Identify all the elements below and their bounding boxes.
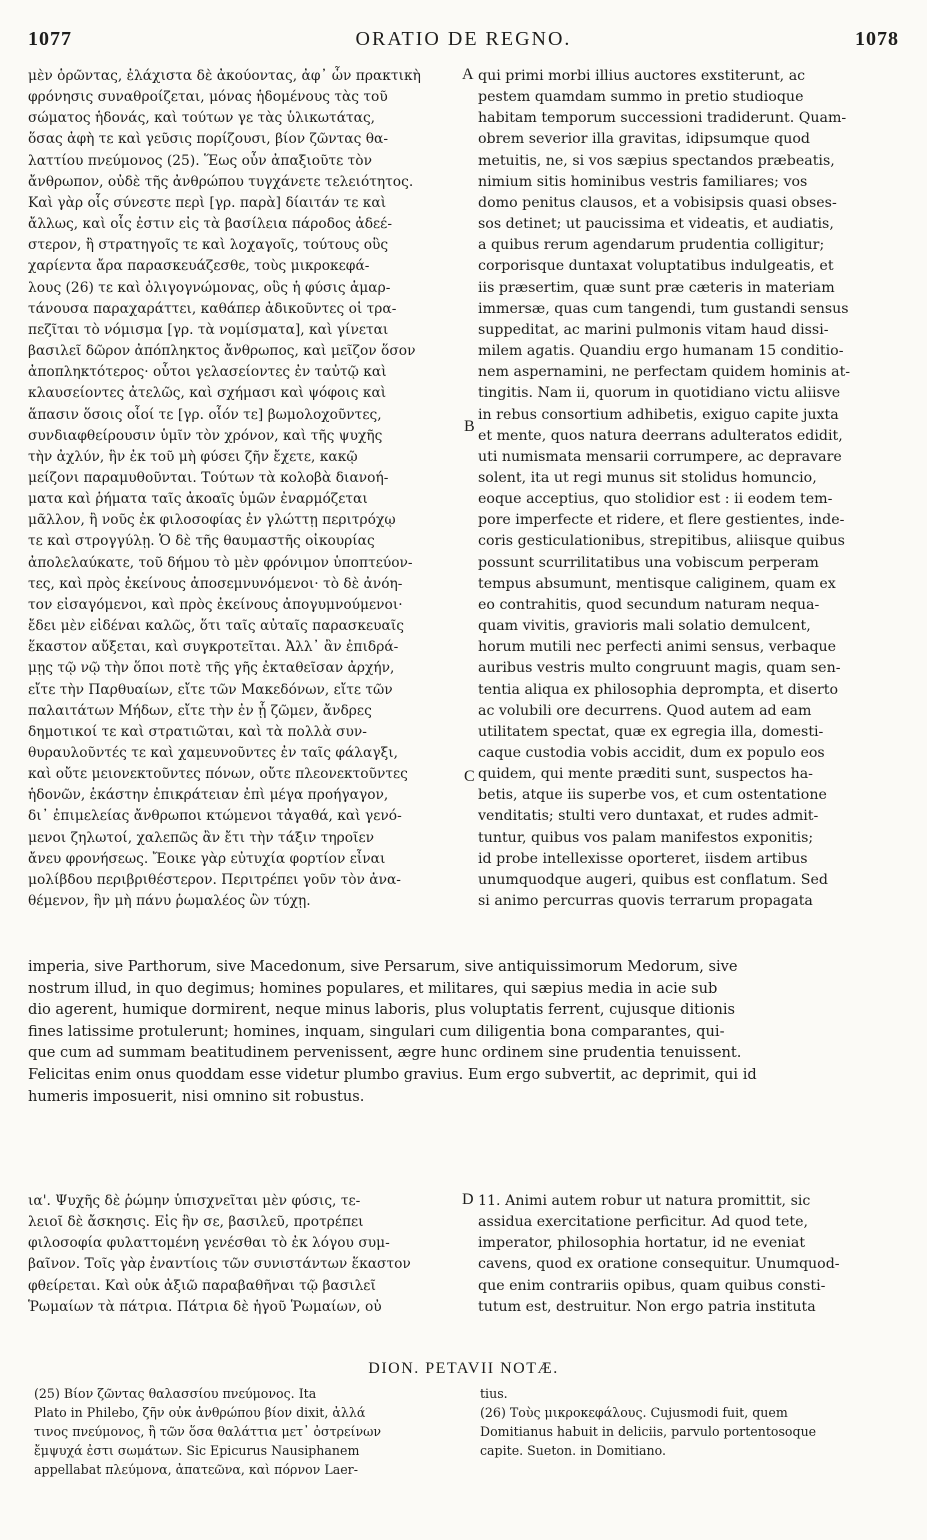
text-line: solent, ita ut regi munus sit stolidus homuncio, <box>478 469 817 486</box>
text-line: ἅπασιν ὅσοις οἷοί τε [γρ. οἷόν τε] βωμολοχοῦντες, <box>28 406 382 423</box>
text-line: τάνουσα παραχαράττει, καθάπερ ἀδικοῦντες οἱ τρα- <box>28 300 397 317</box>
text-line: domo penitus clausos, et a vobisipsis quasi obses- <box>478 194 837 211</box>
text-line: immersæ, quas cum tangendi, tum gustandi sensus <box>478 300 849 317</box>
text-line: χαρίεντα ἄρα παρασκευάζεσθε, τοὺς μικροκεφά- <box>28 258 370 275</box>
text-line: λους (26) τε καὶ ὀλιγογνώμονας, οὓς ἡ φύσις ἁμαρ- <box>28 279 391 296</box>
text-line: nem aspernamini, ne perfectam quidem hominis at- <box>478 364 851 381</box>
text-line: possunt scurrilitatibus una vobiscum perperam <box>478 554 819 571</box>
text-line: sos detinet; ut paucissima et videatis, et audiatis, <box>478 216 834 233</box>
text-line: cavens, quod ex oratione consequitur. Unumquod- <box>478 1256 840 1273</box>
text-line: imperia, sive Parthorum, sive Macedonum, sive Persarum, sive antiquissimorum Medorum, sive <box>28 958 738 975</box>
text-line: tingitis. Nam ii, quorum in quotidiano victu aliisve <box>478 385 841 402</box>
latin-full-width-paragraph <box>28 956 896 1107</box>
text-line: ἡδονῶν, ἑκάστην ἐπικράτειαν ἐπὶ μέγα προήγαγον, <box>28 787 389 804</box>
text-line: auribus vestris multo congruunt magis, quam sen- <box>478 660 841 677</box>
text-line: venditatis; stulti vero duntaxat, et rudes admit- <box>478 808 819 825</box>
text-line: pore imperfecte et ridere, et flere gestientes, inde- <box>478 512 845 529</box>
notes-left-column <box>34 1384 460 1479</box>
running-title: ORATIO DE REGNO. <box>355 28 572 50</box>
text-line: ἄνευ φρονήσεως. Ἔοικε γὰρ εὐτυχία φορτίον εἶναι <box>28 850 386 867</box>
text-line: obrem severior illa gravitas, idipsumque quod <box>478 131 810 148</box>
page-number-right: 1078 <box>855 28 899 50</box>
text-line: dio agerent, humique dormirent, neque minus laboris, plus voluptatis ferrent, cujusque ditionis <box>28 1001 735 1019</box>
text-line: βαῖνον. Τοῖς γὰρ ἐναντίοις τῶν συνιστάντων ἕκαστον <box>28 1256 411 1273</box>
text-line: tentia aliqua ex philosophia deprompta, et diserto <box>478 681 838 698</box>
text-line: qui primi morbi illius auctores exstiterunt, ac <box>478 68 806 84</box>
text-line: tius. <box>480 1386 508 1401</box>
text-line: καὶ οὔτε μειονεκτοῦντες πόνων, οὔτε πλεονεκτοῦντες <box>28 766 408 783</box>
page-header <box>28 28 899 58</box>
text-line: assidua exercitatione perficitur. Ad quod tete, <box>478 1214 808 1231</box>
greek-column-bottom <box>28 1191 460 1318</box>
text-line: μᾶλλον, ἢ νοῦς ἐκ φιλοσοφίας ἐν γλώττῃ περιτρόχῳ <box>28 512 396 529</box>
text-line: eo contrahitis, quod secundum naturam nequa- <box>478 596 820 613</box>
text-line: στερον, ἢ στρατηγοῖς τε καὶ λοχαγοῖς, τούτους οὓς <box>28 237 389 254</box>
text-line: ἀποπληκτότερος· οὗτοι γελασείοντες ἐν ταὐτῷ καὶ <box>28 364 387 381</box>
text-line: et mente, quos natura deerrans adulteratos edidit, <box>478 427 843 444</box>
text-line: unumquodque augeri, quibus est conflatum. Sed <box>478 871 828 888</box>
margin-marker-b: B <box>464 418 475 435</box>
text-line: ἄλλως, καὶ οἷς ἐστιν εἰς τὰ βασίλεια πάροδος ἀδεέ- <box>28 216 392 233</box>
text-line: λαττίου πνεύμονος (25). Ἕως οὖν ἀπαξιοῦτε τὸν <box>28 152 372 169</box>
latin-column-top <box>478 66 896 912</box>
text-line: φιλοσοφία φυλαττομένη γενέσθαι τὸ ἐκ λόγου συμ- <box>28 1235 390 1252</box>
text-line: horum mutili nec perfecti animi sensus, verbaque <box>478 639 837 656</box>
text-line: τινος πνεύμονος, ἢ τῶν ὅσα θαλάττια μετ᾽ ὀστρείνων <box>34 1424 382 1439</box>
text-line: que enim contrariis opibus, quam quibus consti- <box>478 1277 826 1294</box>
text-line: si animo percurras quovis terrarum propagata <box>478 893 813 910</box>
text-line: ac volubili ore decurrens. Quod autem ad eam <box>478 702 812 719</box>
text-line: δι᾽ ἐπιμελείας ἄνθρωποι κτώμενοι τἀγαθά, καὶ γενό- <box>28 808 402 825</box>
margin-marker-d: D <box>462 1191 474 1208</box>
text-line: φρόνησις συναθροίζεται, μόνας ἡδομένους τὰς τοῦ <box>28 89 388 106</box>
text-line: milem agatis. Quandiu ergo humanam 15 conditio- <box>478 343 844 360</box>
text-line: tuntur, quibus vos palam manifestos exponitis; <box>478 829 814 846</box>
text-line: δημοτικοί τε καὶ στρατιῶται, καὶ τὰ πολλὰ συν- <box>28 723 367 740</box>
text-line: nimium sitis hominibus vestris familiares; vos <box>478 173 808 190</box>
text-line: coris gesticulationibus, strepitibus, aliisque quibus <box>478 533 845 550</box>
text-line: παλαιτάτων Μήδων, εἴτε τὴν ἐν ᾗ ζῶμεν, ἄνδρες <box>28 702 372 719</box>
text-line: iis præsertim, quæ sunt præ cæteris in materiam <box>478 279 835 296</box>
notes-heading: DION. PETAVII NOTÆ. <box>368 1360 559 1377</box>
text-line: quidem, qui mente præditi sunt, suspectos ha- <box>478 766 813 783</box>
text-line: fines latissime protulerunt; homines, inquam, singulari cum diligentia bona comparantes, qui- <box>28 1022 725 1040</box>
text-line: μείζονι παραμυθοῦνται. Τούτων τὰ κολοβὰ διανοή- <box>28 469 389 486</box>
text-line: μενοι ζηλωτοί, χαλεπῶς ἂν ἔτι τὴν τάξιν τηροῖεν <box>28 829 375 846</box>
text-line: μὲν ὁρῶντας, ἐλάχιστα δὲ ἀκούοντας, ἀφ᾽ ὧν πρακτικὴ <box>28 68 421 84</box>
text-line: (26) Τοὺς μικροκεφάλους. Cujusmodi fuit, quem <box>480 1405 788 1420</box>
text-line: μῃς τῷ νῷ τὴν ὅποι ποτὲ τῆς γῆς ἐκταθεῖσαν ἀρχήν, <box>28 660 395 677</box>
text-line: κλαυσείοντες ἀτελῶς, καὶ σχήμασι καὶ ψόφοις καὶ <box>28 385 387 402</box>
text-line: Domitianus habuit in deliciis, parvulo portentosoque <box>480 1424 817 1439</box>
text-line: utilitatem spectat, quæ ex egregia illa, domesti- <box>478 723 824 740</box>
text-line: metuitis, ne, si vos sæpius spectandos præbeatis, <box>478 152 835 169</box>
text-line: ὅσας ἀφὴ τε καὶ γεῦσις πορίζουσι, βίον ζῶντας θα- <box>28 131 388 148</box>
text-line: humeris imposuerit, nisi omnino sit robustus. <box>28 1087 365 1105</box>
text-line: nostrum illud, in quo degimus; homines populares, et militares, qui sæpius media in acie sub <box>28 979 718 997</box>
text-line: habitam temporum successioni tradiderunt. Quam- <box>478 110 847 127</box>
text-line: id probe intellexisse oporteret, iisdem artibus <box>478 850 808 867</box>
text-line: φθείρεται. Καὶ οὐκ ἀξιῶ παραβαθῆναι τῷ βασιλεῖ <box>28 1277 376 1294</box>
text-line: θέμενον, ἣν μὴ πάνυ ῥωμαλέος ὢν τύχῃ. <box>28 893 311 910</box>
text-line: capite. Sueton. in Domitiano. <box>480 1443 666 1458</box>
text-line: 11. Animi autem robur ut natura promittit, sic <box>478 1193 811 1209</box>
margin-marker-c: C <box>464 768 475 785</box>
text-line: imperator, philosophia hortatur, id ne eveniat <box>478 1235 806 1252</box>
greek-column-top <box>28 66 460 912</box>
text-line: ἄνθρωπον, οὐδὲ τῆς ἀνθρώπου τυγχάνετε τελειότητος. <box>28 173 414 190</box>
text-line: σώματος ἡδονάς, καὶ τούτων γε τὰς ὑλικωτάτας, <box>28 110 376 127</box>
text-line: eoque acceptius, quo stolidior est : ii eodem tem- <box>478 491 833 508</box>
text-line: μολίβδου περιβριθέστερον. Περιτρέπει γοῦν τὸν ἀνα- <box>28 871 401 888</box>
text-line: Ῥωμαίων τὰ πάτρια. Πάτρια δὲ ἡγοῦ Ῥωμαίων, οὐ <box>28 1298 382 1315</box>
text-line: corporisque duntaxat voluptatibus indulgeatis, et <box>478 258 834 275</box>
text-line: tempus absumunt, mentisque caliginem, quam ex <box>478 575 836 592</box>
text-line: (25) Βίον ζῶντας θαλασσίου πνεύμονος. Ita <box>34 1386 317 1401</box>
text-line: ἀπολελαύκατε, τοῦ δήμου τὸ μὲν φρόνιμον ὑποπτεύον- <box>28 554 413 571</box>
text-line: betis, atque iis superbe vos, et cum ostentatione <box>478 787 827 804</box>
text-line: ἕκαστον αὔξεται, καὶ συγκροτεῖται. Ἀλλ᾽ ἂν ἐπιδρά- <box>28 639 399 656</box>
text-line: τον εἰσαγόμενοι, καὶ πρὸς ἐκείνους ἀπογυμνούμενοι· <box>28 596 403 613</box>
text-line: τὴν ἀχλύν, ἣν ἐκ τοῦ μὴ φύσει ζῆν ἔχετε, κακῷ <box>28 448 358 465</box>
latin-column-bottom <box>478 1191 896 1318</box>
text-line: βασιλεῖ δῶρον ἀπόπληκτος ἄνθρωπος, καὶ μεῖζον ὅσον <box>28 343 416 360</box>
text-line: uti numismata mensarii corrumpere, ac depravare <box>478 448 842 465</box>
page-number-left: 1077 <box>28 28 72 50</box>
text-line: πεζῖται τὸ νόμισμα [γρ. τὰ νομίσματα], καὶ γίνεται <box>28 321 389 338</box>
text-line: λειοῖ δὲ ἄσκησις. Εἰς ἣν σε, βασιλεῦ, προτρέπει <box>28 1214 364 1231</box>
text-line: τες, καὶ πρὸς ἐκείνους ἀποσεμνυνόμενοι· τὸ δὲ ἀνόη- <box>28 575 403 592</box>
text-line: Plato in Philebo, ζῆν οὐκ ἀνθρώπου βίον dixit, ἀλλά <box>34 1405 366 1420</box>
text-line: ἔδει μὲν εἰδέναι καλῶς, ὅτι ταῖς αὐταῖς παρασκευαῖς <box>28 618 404 635</box>
text-line: συνδιαφθείρουσιν ὑμῖν τὸν χρόνον, καὶ τῆς ψυχῆς <box>28 427 383 444</box>
text-line: appellabat πλεύμονα, ἀπατεῶνα, καὶ πόρνον Laer- <box>34 1462 358 1477</box>
text-line: ματα καὶ ῥήματα ταῖς ἀκοαῖς ὑμῶν ἐναρμόζεται <box>28 491 368 508</box>
text-line: Felicitas enim onus quoddam esse videtur plumbo gravius. Eum ergo subvertit, ac deprimit, qui id <box>28 1065 757 1083</box>
text-line: caque custodia vobis accidit, dum ex populo eos <box>478 745 825 761</box>
text-line: ἔμψυχά ἐστι σωμάτων. Sic Epicurus Nausiphanem <box>34 1443 360 1458</box>
text-line: tutum est, destruitur. Non ergo patria instituta <box>478 1298 816 1315</box>
text-line: τε καὶ στρογγύλῃ. Ὁ δὲ τῆς θαυμαστῆς οἰκουρίας <box>28 533 375 550</box>
text-line: quam vivitis, gravioris mali solatio demulcent, <box>478 618 811 635</box>
text-line: suppeditat, ac marini pulmonis vitam haud dissi- <box>478 321 829 338</box>
margin-marker-a: A <box>462 66 474 83</box>
text-line: εἴτε τὴν Παρθυαίων, εἴτε τῶν Μακεδόνων, εἴτε τῶν <box>28 681 393 698</box>
text-line: ια'. Ψυχῆς δὲ ῥώμην ὑπισχνεῖται μὲν φύσις, τε- <box>28 1193 361 1209</box>
text-line: pestem quamdam summo in pretio studioque <box>478 89 804 106</box>
text-line: a quibus rerum agendarum prudentia colligitur; <box>478 237 825 254</box>
text-line: que cum ad summam beatitudinem pervenissent, ægre hunc ordinem sine prudentia tenuissent. <box>28 1044 742 1062</box>
text-line: in rebus consortium adhibetis, exiguo capite juxta <box>478 406 839 423</box>
text-line: θυραυλοῦντές τε καὶ χαμευνοῦντες ἐν ταῖς φάλαγξι, <box>28 745 398 761</box>
text-line: Καὶ γὰρ οἷς σύνεστε περὶ [γρ. παρὰ] δίαιτάν τε καὶ <box>28 194 387 211</box>
notes-right-column <box>480 1384 896 1460</box>
